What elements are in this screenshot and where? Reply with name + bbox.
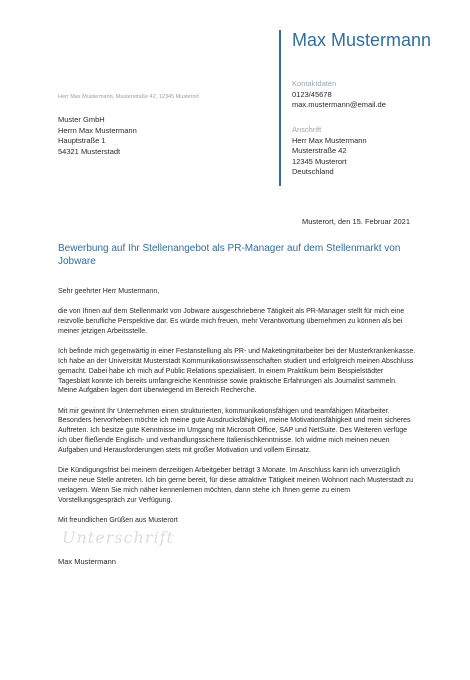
letter-body — [58, 287, 416, 536]
contact-label: Kontaktdaten — [292, 79, 337, 88]
email-address[interactable]: max.mustermann@email.de — [292, 100, 386, 109]
recipient-line: Muster GmbH — [58, 115, 105, 124]
body-paragraph: Mit mir gewinnt Ihr Unternehmen einen strukturierten, kommunikationsfähigen und teamfähigen Mitarbeiter. Besonders hervorheben möchte ich meine gute Ausdrucksfähigkeit, meine Motivationsfähigkeit und mein sicheres Auftreten. Ich besitze gute Kenntnisse im Umgang mit Microsoft Office, SAP und NetSuite. Des Weiteren verfüge ich über fließende Englisch- und verhandlungssichere Italienischkenntnisse. Ich widme mich meinen neuen Aufgaben und Herausforderungen stets mit großer Motivation und vollem Einsatz. — [58, 407, 411, 454]
address-line: 12345 Musterort — [292, 156, 347, 166]
address-line: Musterstraße 42 — [292, 146, 347, 155]
subject-line: Bewerbung auf Ihr Stellenangebot als PR-Manager auf dem Stellenmarkt von Jobware — [58, 243, 401, 267]
signer-name: Max Mustermann — [58, 557, 116, 566]
recipient-line: 54321 Musterstadt — [58, 146, 121, 156]
phone-number: 0123/45678 — [292, 89, 332, 99]
closing-line: Mit freundlichen Grüßen aus Musterort — [58, 516, 178, 524]
body-paragraph: die von Ihnen auf dem Stellenmarkt von Jobware ausgeschriebene Tätigkeit als PR-Manager stellt für mich eine reizvolle berufliche Perspektive dar. Es würde mich freuen, mehr Verantwortung übernehmen zu können als bei meiner jetzigen Arbeitsstelle. — [58, 308, 405, 335]
salutation: Sehr geehrter Herr Mustermann, — [58, 288, 160, 295]
recipient-line: Hauptstraße 1 — [58, 136, 106, 145]
accent-divider — [279, 30, 281, 186]
body-paragraph: Ich befinde mich gegenwärtig in einer Festanstellung als PR- und Maketingmitarbeiter bei der Musterkrankenkasse. Ich habe an der Universität Musterstadt Kommunikationswissenschaften studiert und erfolgreich meinen Abschluss gemacht. Dabei habe ich mich auf Public Relations spezialisiert. In einem Praktikum beim Beispielstädter Tagesblatt konnte ich bereits umfangreiche Kenntnisse sowie praktische Erfahrungen als Journalist sammeln. Meine Aufgaben lagen dort überwiegend im Bereich Recherche. — [58, 348, 416, 395]
sender-return-line: Herr Max Mustermann, Musterstraße 42, 12345 Musterort — [58, 94, 199, 100]
signature: Unterschrift — [62, 528, 174, 547]
applicant-name: Max Mustermann — [292, 30, 432, 50]
body-paragraph: Die Kündigungsfrist bei meinem derzeitigen Arbeitgeber beträgt 3 Monate. Im Anschluss kann ich unverzüglich meine neue Stelle antreten. Ich bin gerne bereit, für diese attraktive Tätigkeit meinen Wohnort nach Musterstadt zu verlagern. Wenn Sie mich näher kennenlernen möchten, dann stehe ich Ihnen gerne zu einem Vorstellungsgespräch zur Verfügung. — [58, 467, 413, 504]
letter-date: Musterort, den 15. Februar 2021 — [302, 217, 410, 226]
address-line: Herr Max Mustermann — [292, 135, 367, 145]
recipient-line: Herrn Max Mustermann — [58, 125, 137, 135]
recipient-address — [58, 115, 137, 157]
address-label: Anschrift — [292, 125, 322, 134]
address-line: Deutschland — [292, 167, 334, 176]
